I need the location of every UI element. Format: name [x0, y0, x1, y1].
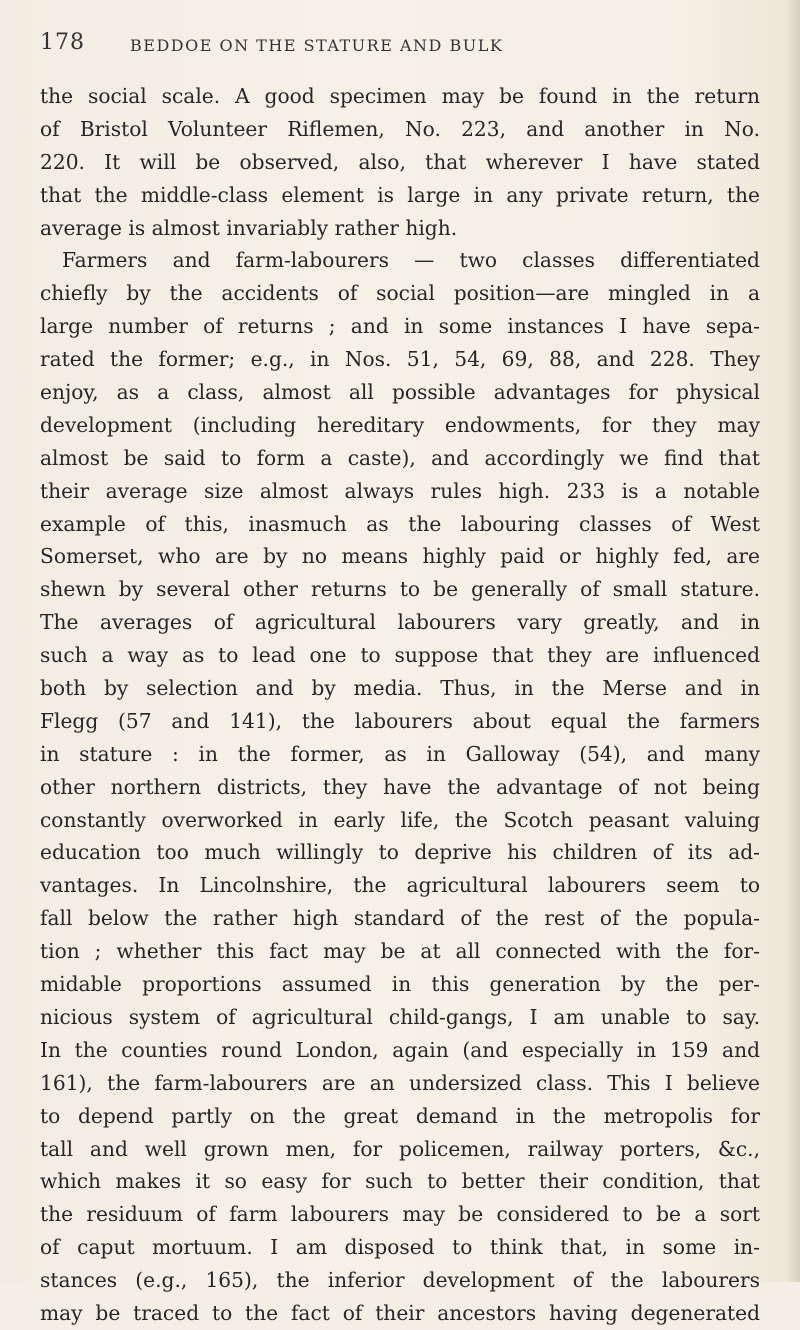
text-line: enjoy, as a class, almost all possible advantages for physical [40, 380, 760, 405]
text-line: to depend partly on the great demand in the metropolis for [40, 1103, 760, 1128]
text-line: of Bristol Volunteer Riflemen, No. 223, and another in No. [40, 116, 760, 141]
text-line: almost be said to form a caste), and accordingly we find that [40, 445, 760, 470]
running-head: BEDDOE ON THE STATURE AND BULK [130, 36, 504, 55]
text-line: vantages. In Lincolnshire, the agricultural labourers seem to [40, 873, 760, 898]
text-line: development (including hereditary endowments, for they may [40, 412, 760, 437]
text-line: which makes it so easy for such to better their condition, that [40, 1169, 760, 1194]
text-line: that the middle-class element is large in any private return, the [40, 182, 760, 207]
text-line: tion ; whether this fact may be at all connected with the for- [40, 939, 760, 964]
text-line: nicious system of agricultural child-gangs, I am unable to say. [40, 1004, 760, 1029]
text-line: constantly overworked in early life, the Scotch peasant valuing [40, 807, 760, 832]
text-line: both by selection and by media. Thus, in the Merse and in [40, 676, 760, 701]
text-line: Flegg (57 and 141), the labourers about equal the farmers [40, 708, 760, 733]
page-edge-shadow [786, 0, 800, 1282]
text-line: midable proportions assumed in this generation by the per- [40, 972, 760, 997]
text-line: education too much willingly to deprive his children of its ad- [40, 840, 760, 865]
text-line: tall and well grown men, for policemen, railway porters, &c., [40, 1136, 760, 1161]
text-line: In the counties round London, again (and especially in 159 and [40, 1037, 760, 1062]
text-line: other northern districts, they have the advantage of not being [40, 774, 760, 799]
text-line: stances (e.g., 165), the inferior development of the labourers [40, 1268, 760, 1293]
text-line: the social scale. A good specimen may be found in the return [40, 84, 760, 108]
text-line: large number of returns ; and in some instances I have sepa- [40, 314, 760, 339]
text-line: rated the former; e.g., in Nos. 51, 54, 69, 88, and 228. They [40, 347, 760, 372]
text-line: in stature : in the former, as in Galloway (54), and many [40, 741, 760, 766]
body-text [40, 80, 760, 1330]
text-line: the residuum of farm labourers may be considered to be a sort [40, 1202, 760, 1227]
text-line: may be traced to the fact of their ancestors having degenerated [40, 1300, 760, 1325]
text-line: Somerset, who are by no means highly paid or highly fed, are [40, 544, 760, 569]
page-header [40, 30, 760, 66]
text-line: 220. It will be observed, also, that wherever I have stated [40, 149, 760, 174]
text-line: average is almost invariably rather high. [40, 215, 458, 240]
text-line: of caput mortuum. I am disposed to think that, in some in- [40, 1235, 760, 1260]
text-line: shewn by several other returns to be generally of small stature. [40, 577, 760, 602]
text-line: Farmers and farm-labourers — two classes differentiated [62, 248, 760, 273]
text-line: such a way as to lead one to suppose that they are influenced [40, 643, 760, 668]
text-line: The averages of agricultural labourers vary greatly, and in [40, 610, 760, 635]
text-line: 161), the farm-labourers are an undersized class. This I believe [40, 1070, 760, 1095]
text-line: example of this, inasmuch as the labouring classes of West [40, 511, 760, 536]
text-line: their average size almost always rules high. 233 is a notable [40, 478, 760, 503]
text-line: fall below the rather high standard of the rest of the popula- [40, 906, 760, 931]
text-line: chiefly by the accidents of social position—are mingled in a [40, 281, 760, 306]
page-number: 178 [40, 30, 85, 55]
